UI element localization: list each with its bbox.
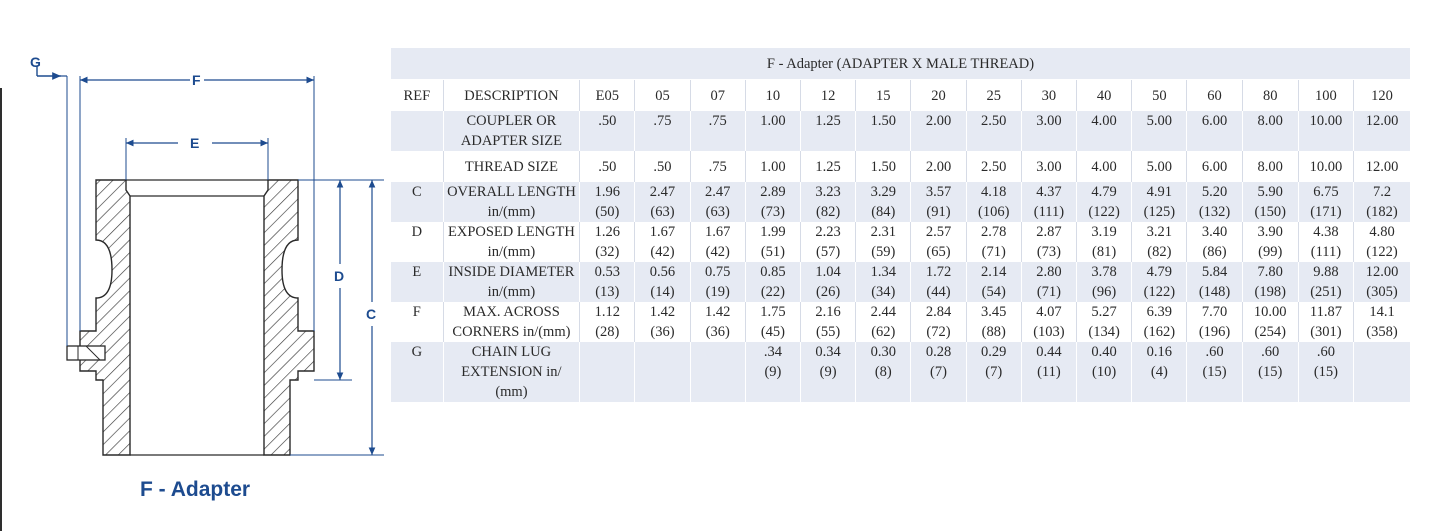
table-cell: 8.00 xyxy=(1242,111,1298,151)
table-cell: 3.19 (81) xyxy=(1077,222,1132,262)
table-cell xyxy=(1354,342,1410,402)
table-cell: 1.00 xyxy=(745,151,800,182)
table-cell: 3.00 xyxy=(1021,151,1076,182)
table-cell: 5.27 (134) xyxy=(1077,302,1132,342)
table-cell: 4.00 xyxy=(1077,151,1132,182)
column-header: 07 xyxy=(690,80,745,112)
table-cell: 1.99 (51) xyxy=(745,222,800,262)
table-cell: 3.23 (82) xyxy=(801,182,856,222)
table-cell: 2.87 (73) xyxy=(1021,222,1076,262)
table-cell: 4.00 xyxy=(1077,111,1132,151)
column-header: 100 xyxy=(1298,80,1353,112)
table-cell: 1.26 (32) xyxy=(580,222,635,262)
table-cell: 3.90 (99) xyxy=(1242,222,1298,262)
table-cell: 2.80 (71) xyxy=(1021,262,1076,302)
table-cell: 5.00 xyxy=(1132,151,1187,182)
table-cell: 1.25 xyxy=(801,111,856,151)
row-description: INSIDE DIAMETER in/(mm) xyxy=(443,262,580,302)
table-cell: 1.34 (34) xyxy=(856,262,911,302)
table-cell: 1.42 (36) xyxy=(635,302,690,342)
table-cell: 2.14 (54) xyxy=(966,262,1021,302)
column-header: 50 xyxy=(1132,80,1187,112)
table-cell: 9.88 (251) xyxy=(1298,262,1353,302)
column-header: 60 xyxy=(1187,80,1242,112)
table-cell: 5.84 (148) xyxy=(1187,262,1242,302)
table-cell: 4.79 (122) xyxy=(1077,182,1132,222)
table-cell: 1.75 (45) xyxy=(745,302,800,342)
column-header: 10 xyxy=(745,80,800,112)
table-title: F - Adapter (ADAPTER X MALE THREAD) xyxy=(391,48,1410,80)
column-header: REF xyxy=(391,80,443,112)
column-header: 120 xyxy=(1354,80,1410,112)
table-cell: 0.85 (22) xyxy=(745,262,800,302)
table-cell: 3.57 (91) xyxy=(911,182,966,222)
table-cell: 4.38 (111) xyxy=(1298,222,1353,262)
table-cell: 1.00 xyxy=(745,111,800,151)
table-cell: 4.79 (122) xyxy=(1132,262,1187,302)
table-cell: 2.16 (55) xyxy=(801,302,856,342)
table-body xyxy=(391,111,1410,402)
row-description: THREAD SIZE xyxy=(443,151,580,182)
dim-label-d: D xyxy=(334,268,345,284)
row-description: OVERALL LENGTH in/(mm) xyxy=(443,182,580,222)
table-cell: .75 xyxy=(635,111,690,151)
table-cell: 0.53 (13) xyxy=(580,262,635,302)
table-cell: .75 xyxy=(690,151,745,182)
row-description: CHAIN LUG EXTENSION in/ (mm) xyxy=(443,342,580,402)
table-cell: 3.40 (86) xyxy=(1187,222,1242,262)
table-cell: 5.20 (132) xyxy=(1187,182,1242,222)
table-cell: 0.28 (7) xyxy=(911,342,966,402)
column-header: 30 xyxy=(1021,80,1076,112)
table-cell: .60 (15) xyxy=(1187,342,1242,402)
table-cell: 0.29 (7) xyxy=(966,342,1021,402)
table-cell: 5.90 (150) xyxy=(1242,182,1298,222)
table-row xyxy=(391,111,1410,151)
table-cell: 12.00 xyxy=(1354,111,1410,151)
table-cell: 4.37 (111) xyxy=(1021,182,1076,222)
table-cell: .50 xyxy=(580,151,635,182)
table-cell: 2.00 xyxy=(911,111,966,151)
table-cell: 12.00 xyxy=(1354,151,1410,182)
table-cell: 2.00 xyxy=(911,151,966,182)
row-ref: E xyxy=(391,262,443,302)
table-cell: .75 xyxy=(690,111,745,151)
table-row xyxy=(391,151,1410,182)
table-cell: 2.31 (59) xyxy=(856,222,911,262)
row-description: MAX. ACROSS CORNERS in/(mm) xyxy=(443,302,580,342)
table-cell: 11.87 (301) xyxy=(1298,302,1353,342)
table-cell: 1.42 (36) xyxy=(690,302,745,342)
table-row xyxy=(391,262,1410,302)
table-cell: 2.89 (73) xyxy=(745,182,800,222)
table-cell: 1.04 (26) xyxy=(801,262,856,302)
table-cell: 3.00 xyxy=(1021,111,1076,151)
table-row xyxy=(391,182,1410,222)
table-cell: .34 (9) xyxy=(745,342,800,402)
table-cell: 1.25 xyxy=(801,151,856,182)
table-cell: 7.2 (182) xyxy=(1354,182,1410,222)
table-cell: 0.16 (4) xyxy=(1132,342,1187,402)
table-cell: .50 xyxy=(580,111,635,151)
dim-label-e: E xyxy=(190,135,200,151)
table-cell: 0.75 (19) xyxy=(690,262,745,302)
table-cell: 1.96 (50) xyxy=(580,182,635,222)
table-cell: 10.00 xyxy=(1298,151,1353,182)
column-header: 15 xyxy=(856,80,911,112)
table-cell: 8.00 xyxy=(1242,151,1298,182)
table-cell: 12.00 (305) xyxy=(1354,262,1410,302)
table-cell: .60 (15) xyxy=(1242,342,1298,402)
table-cell: 7.70 (196) xyxy=(1187,302,1242,342)
table-cell: 10.00 (254) xyxy=(1242,302,1298,342)
table-cell: 0.34 (9) xyxy=(801,342,856,402)
table-cell xyxy=(690,342,745,402)
spec-table xyxy=(391,48,1410,402)
row-ref: G xyxy=(391,342,443,402)
table-cell: .50 xyxy=(635,151,690,182)
table-cell: 7.80 (198) xyxy=(1242,262,1298,302)
table-cell: 3.29 (84) xyxy=(856,182,911,222)
table-cell: 6.00 xyxy=(1187,111,1242,151)
table-cell: 4.80 (122) xyxy=(1354,222,1410,262)
column-header: 40 xyxy=(1077,80,1132,112)
row-description: EXPOSED LENGTH in/(mm) xyxy=(443,222,580,262)
table-cell: 2.44 (62) xyxy=(856,302,911,342)
column-header: 25 xyxy=(966,80,1021,112)
table-cell: 6.00 xyxy=(1187,151,1242,182)
column-header: 20 xyxy=(911,80,966,112)
dim-label-g: G xyxy=(30,54,41,70)
table-cell: 1.50 xyxy=(856,151,911,182)
row-ref: D xyxy=(391,222,443,262)
table-cell: 4.18 (106) xyxy=(966,182,1021,222)
table-cell: 3.21 (82) xyxy=(1132,222,1187,262)
table-cell: 2.50 xyxy=(966,111,1021,151)
row-description: COUPLER OR ADAPTER SIZE xyxy=(443,111,580,151)
table-cell: 2.47 (63) xyxy=(690,182,745,222)
table-cell: 2.78 (71) xyxy=(966,222,1021,262)
right-wall xyxy=(264,180,314,455)
figure-caption: F - Adapter xyxy=(140,478,251,501)
table-cell xyxy=(635,342,690,402)
table-cell: 1.12 (28) xyxy=(580,302,635,342)
table-row xyxy=(391,222,1410,262)
header-row xyxy=(391,80,1410,112)
row-ref: C xyxy=(391,182,443,222)
table-row xyxy=(391,342,1410,402)
table-cell: 6.39 (162) xyxy=(1132,302,1187,342)
column-header: E05 xyxy=(580,80,635,112)
table-cell: 0.44 (11) xyxy=(1021,342,1076,402)
table-cell: 2.84 (72) xyxy=(911,302,966,342)
column-header: 12 xyxy=(801,80,856,112)
table-cell: 1.50 xyxy=(856,111,911,151)
adapter-cross-section-drawing xyxy=(0,0,390,531)
table-cell: 1.67 (42) xyxy=(690,222,745,262)
column-header: 05 xyxy=(635,80,690,112)
row-ref xyxy=(391,151,443,182)
row-ref: F xyxy=(391,302,443,342)
table-cell: 1.67 (42) xyxy=(635,222,690,262)
table-cell: 2.57 (65) xyxy=(911,222,966,262)
row-ref xyxy=(391,111,443,151)
table-cell: 0.56 (14) xyxy=(635,262,690,302)
table-row xyxy=(391,302,1410,342)
table-cell: 2.47 (63) xyxy=(635,182,690,222)
column-header: 80 xyxy=(1242,80,1298,112)
table-cell: 6.75 (171) xyxy=(1298,182,1353,222)
table-cell: 1.72 (44) xyxy=(911,262,966,302)
table-cell xyxy=(580,342,635,402)
table-cell: 4.91 (125) xyxy=(1132,182,1187,222)
column-header: DESCRIPTION xyxy=(443,80,580,112)
table-cell: 2.23 (57) xyxy=(801,222,856,262)
table-cell: 10.00 xyxy=(1298,111,1353,151)
table-cell: 3.45 (88) xyxy=(966,302,1021,342)
dim-label-f: F xyxy=(192,72,201,88)
table-cell: 0.40 (10) xyxy=(1077,342,1132,402)
table-cell: 14.1 (358) xyxy=(1354,302,1410,342)
table-cell: 0.30 (8) xyxy=(856,342,911,402)
table-cell: 2.50 xyxy=(966,151,1021,182)
chain-lug xyxy=(67,346,105,360)
table-cell: 5.00 xyxy=(1132,111,1187,151)
left-wall xyxy=(80,180,130,455)
table-cell: 4.07 (103) xyxy=(1021,302,1076,342)
table-cell: .60 (15) xyxy=(1298,342,1353,402)
table-cell: 3.78 (96) xyxy=(1077,262,1132,302)
dim-label-c: C xyxy=(366,306,377,322)
